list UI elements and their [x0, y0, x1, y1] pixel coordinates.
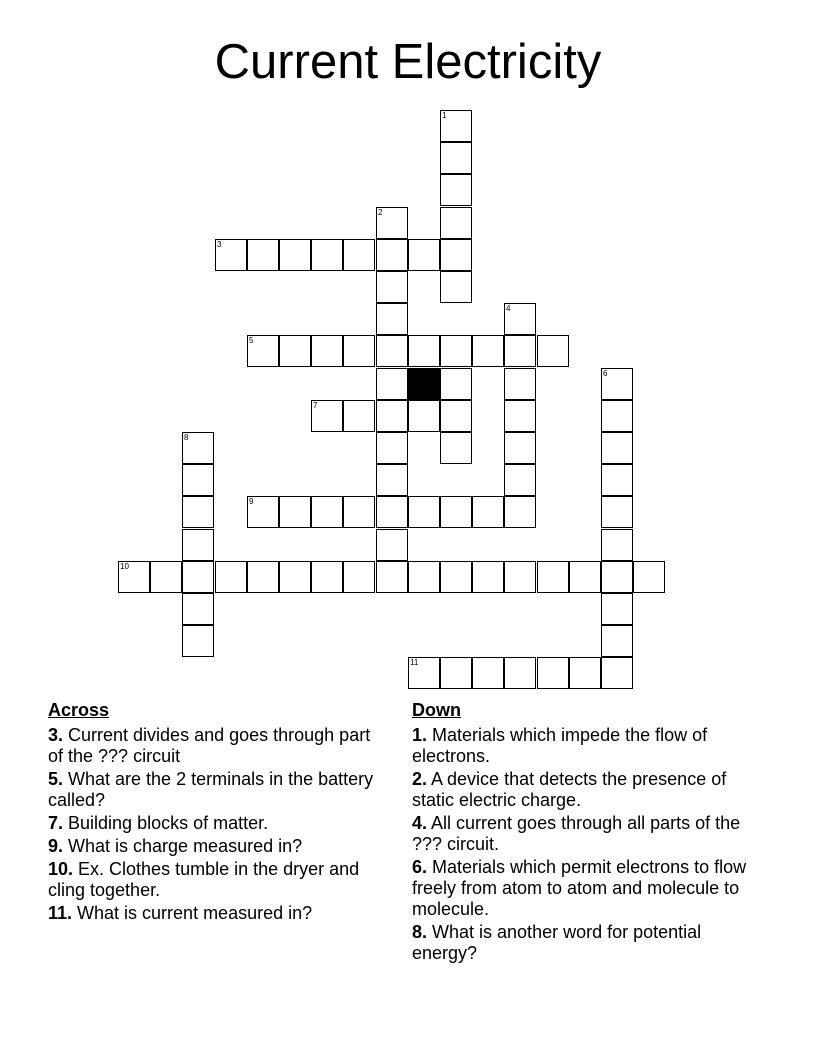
clue-number: 6: [603, 369, 608, 378]
across-clues: [48, 700, 388, 926]
clue-number: 11: [410, 658, 419, 667]
grid-cell[interactable]: [247, 561, 279, 593]
grid-cell[interactable]: [440, 207, 472, 239]
grid-cell[interactable]: [601, 496, 633, 528]
clue-text: What is charge measured in?: [63, 836, 303, 856]
grid-cell[interactable]: [601, 464, 633, 496]
grid-cell[interactable]: [504, 496, 536, 528]
grid-cell[interactable]: [601, 593, 633, 625]
grid-cell[interactable]: [440, 174, 472, 206]
grid-cell[interactable]: [182, 432, 214, 464]
grid-cell[interactable]: [376, 239, 408, 271]
down-clue: [412, 813, 757, 855]
grid-cell[interactable]: [182, 496, 214, 528]
grid-cell[interactable]: [376, 561, 408, 593]
grid-cell[interactable]: [440, 657, 472, 689]
grid-cell[interactable]: [376, 464, 408, 496]
grid-cell[interactable]: [601, 529, 633, 561]
grid-cell[interactable]: [376, 368, 408, 400]
grid-cell[interactable]: [569, 561, 601, 593]
grid-cell[interactable]: [376, 303, 408, 335]
clue-number: 6.: [412, 857, 428, 877]
grid-cell[interactable]: [343, 400, 375, 432]
grid-cell[interactable]: [376, 207, 408, 239]
clue-number: 7.: [48, 813, 64, 833]
grid-cell[interactable]: [311, 335, 343, 367]
across-clue: [48, 769, 388, 811]
across-clue: [48, 725, 388, 767]
grid-cell[interactable]: [279, 239, 311, 271]
grid-cell[interactable]: [504, 657, 536, 689]
across-clue: [48, 903, 388, 924]
down-clue: [412, 769, 757, 811]
grid-cell[interactable]: [569, 657, 601, 689]
grid-cell[interactable]: [537, 657, 569, 689]
grid-cell[interactable]: [311, 561, 343, 593]
grid-cell[interactable]: [182, 561, 214, 593]
clue-number: 3: [217, 240, 222, 249]
grid-cell[interactable]: [311, 496, 343, 528]
clue-number: 5: [249, 336, 254, 345]
clue-text: What is current measured in?: [72, 903, 313, 923]
grid-cell[interactable]: [504, 464, 536, 496]
grid-cell[interactable]: [343, 335, 375, 367]
grid-cell[interactable]: [440, 271, 472, 303]
grid-cell[interactable]: [504, 400, 536, 432]
across-clue-list: [48, 725, 388, 924]
clue-number: 11.: [48, 903, 73, 923]
black-cell: [408, 368, 440, 400]
down-clue: [412, 725, 757, 767]
grid-cell[interactable]: [440, 239, 472, 271]
grid-cell[interactable]: [279, 335, 311, 367]
clue-text: Materials which permit electrons to flow freely from atom to atom and molecule to molecule.: [412, 857, 747, 919]
grid-cell[interactable]: [440, 432, 472, 464]
grid-cell[interactable]: [537, 335, 569, 367]
grid-cell[interactable]: [182, 529, 214, 561]
grid-cell[interactable]: [408, 239, 440, 271]
clue-number: 8.: [412, 922, 428, 942]
clue-number: 4.: [412, 813, 428, 833]
down-clue: [412, 922, 757, 964]
down-clues: [412, 700, 757, 966]
clue-number: 5.: [48, 769, 64, 789]
grid-cell[interactable]: [408, 561, 440, 593]
grid-cell[interactable]: [376, 432, 408, 464]
grid-cell[interactable]: [376, 271, 408, 303]
grid-cell[interactable]: [504, 303, 536, 335]
down-heading: Down: [412, 700, 461, 720]
grid-cell[interactable]: [376, 529, 408, 561]
grid-cell[interactable]: [343, 239, 375, 271]
clue-number: 7: [313, 401, 318, 410]
grid-cell[interactable]: [440, 368, 472, 400]
across-heading: Across: [48, 700, 110, 720]
grid-cell[interactable]: [408, 657, 440, 689]
grid-cell[interactable]: [279, 561, 311, 593]
grid-cell[interactable]: [247, 239, 279, 271]
grid-cell[interactable]: [504, 335, 536, 367]
grid-cell[interactable]: [440, 335, 472, 367]
grid-cell[interactable]: [472, 657, 504, 689]
grid-cell[interactable]: [279, 496, 311, 528]
across-clue: [48, 859, 388, 901]
clue-text: Building blocks of matter.: [63, 813, 269, 833]
grid-cell[interactable]: [215, 239, 247, 271]
grid-cell[interactable]: [504, 561, 536, 593]
clue-number: 2.: [412, 769, 428, 789]
grid-cell[interactable]: [343, 496, 375, 528]
clue-text: Materials which impede the flow of electrons.: [412, 725, 708, 766]
grid-cell[interactable]: [440, 496, 472, 528]
grid-cell[interactable]: [311, 239, 343, 271]
clue-number: 9: [249, 497, 254, 506]
grid-cell[interactable]: [408, 400, 440, 432]
grid-cell[interactable]: [601, 368, 633, 400]
grid-cell[interactable]: [601, 561, 633, 593]
grid-cell[interactable]: [472, 335, 504, 367]
grid-cell[interactable]: [601, 400, 633, 432]
grid-cell[interactable]: [601, 625, 633, 657]
clue-number: 2: [378, 208, 383, 217]
grid-cell[interactable]: [633, 561, 665, 593]
grid-cell[interactable]: [440, 142, 472, 174]
clue-number: 4: [506, 304, 511, 313]
grid-cell[interactable]: [182, 625, 214, 657]
clue-number: 10.: [48, 859, 74, 879]
clue-text: What are the 2 terminals in the battery called?: [48, 769, 374, 810]
grid-cell[interactable]: [601, 432, 633, 464]
grid-cell[interactable]: [150, 561, 182, 593]
clue-number: 9.: [48, 836, 64, 856]
grid-cell[interactable]: [601, 657, 633, 689]
grid-cell[interactable]: [408, 335, 440, 367]
grid-cell[interactable]: [182, 593, 214, 625]
grid-cell[interactable]: [440, 561, 472, 593]
clue-number: 10: [120, 562, 129, 571]
clue-number: 8: [184, 433, 189, 442]
clue-text: All current goes through all parts of the ??? circuit.: [412, 813, 741, 854]
across-clue: [48, 813, 388, 834]
clue-text: What is another word for potential energy?: [412, 922, 702, 963]
grid-cell[interactable]: [440, 400, 472, 432]
clue-number: 1.: [412, 725, 428, 745]
page-title: Current Electricity: [214, 35, 602, 89]
clue-text: A device that detects the presence of static electric charge.: [412, 769, 727, 810]
grid-cell[interactable]: [472, 561, 504, 593]
grid-cell[interactable]: [182, 464, 214, 496]
grid-cell[interactable]: [472, 496, 504, 528]
down-clue: [412, 857, 757, 920]
grid-cell[interactable]: [504, 432, 536, 464]
grid-cell[interactable]: [311, 400, 343, 432]
grid-cell[interactable]: [376, 496, 408, 528]
across-clue: [48, 836, 388, 857]
grid-cell[interactable]: [537, 561, 569, 593]
grid-cell[interactable]: [504, 368, 536, 400]
grid-cell[interactable]: [215, 561, 247, 593]
clue-number: 3.: [48, 725, 64, 745]
grid-cell[interactable]: [408, 496, 440, 528]
grid-cell[interactable]: [118, 561, 150, 593]
clue-number: 1: [442, 111, 447, 120]
grid-cell[interactable]: [343, 561, 375, 593]
grid-cell[interactable]: [376, 400, 408, 432]
grid-cell[interactable]: [376, 335, 408, 367]
down-clue-list: [412, 725, 757, 964]
grid-cell[interactable]: [440, 110, 472, 142]
grid-cell[interactable]: [247, 496, 279, 528]
grid-cell[interactable]: [247, 335, 279, 367]
clue-text: Current divides and goes through part of the ??? circuit: [48, 725, 371, 766]
clue-text: Ex. Clothes tumble in the dryer and cling together.: [48, 859, 360, 900]
